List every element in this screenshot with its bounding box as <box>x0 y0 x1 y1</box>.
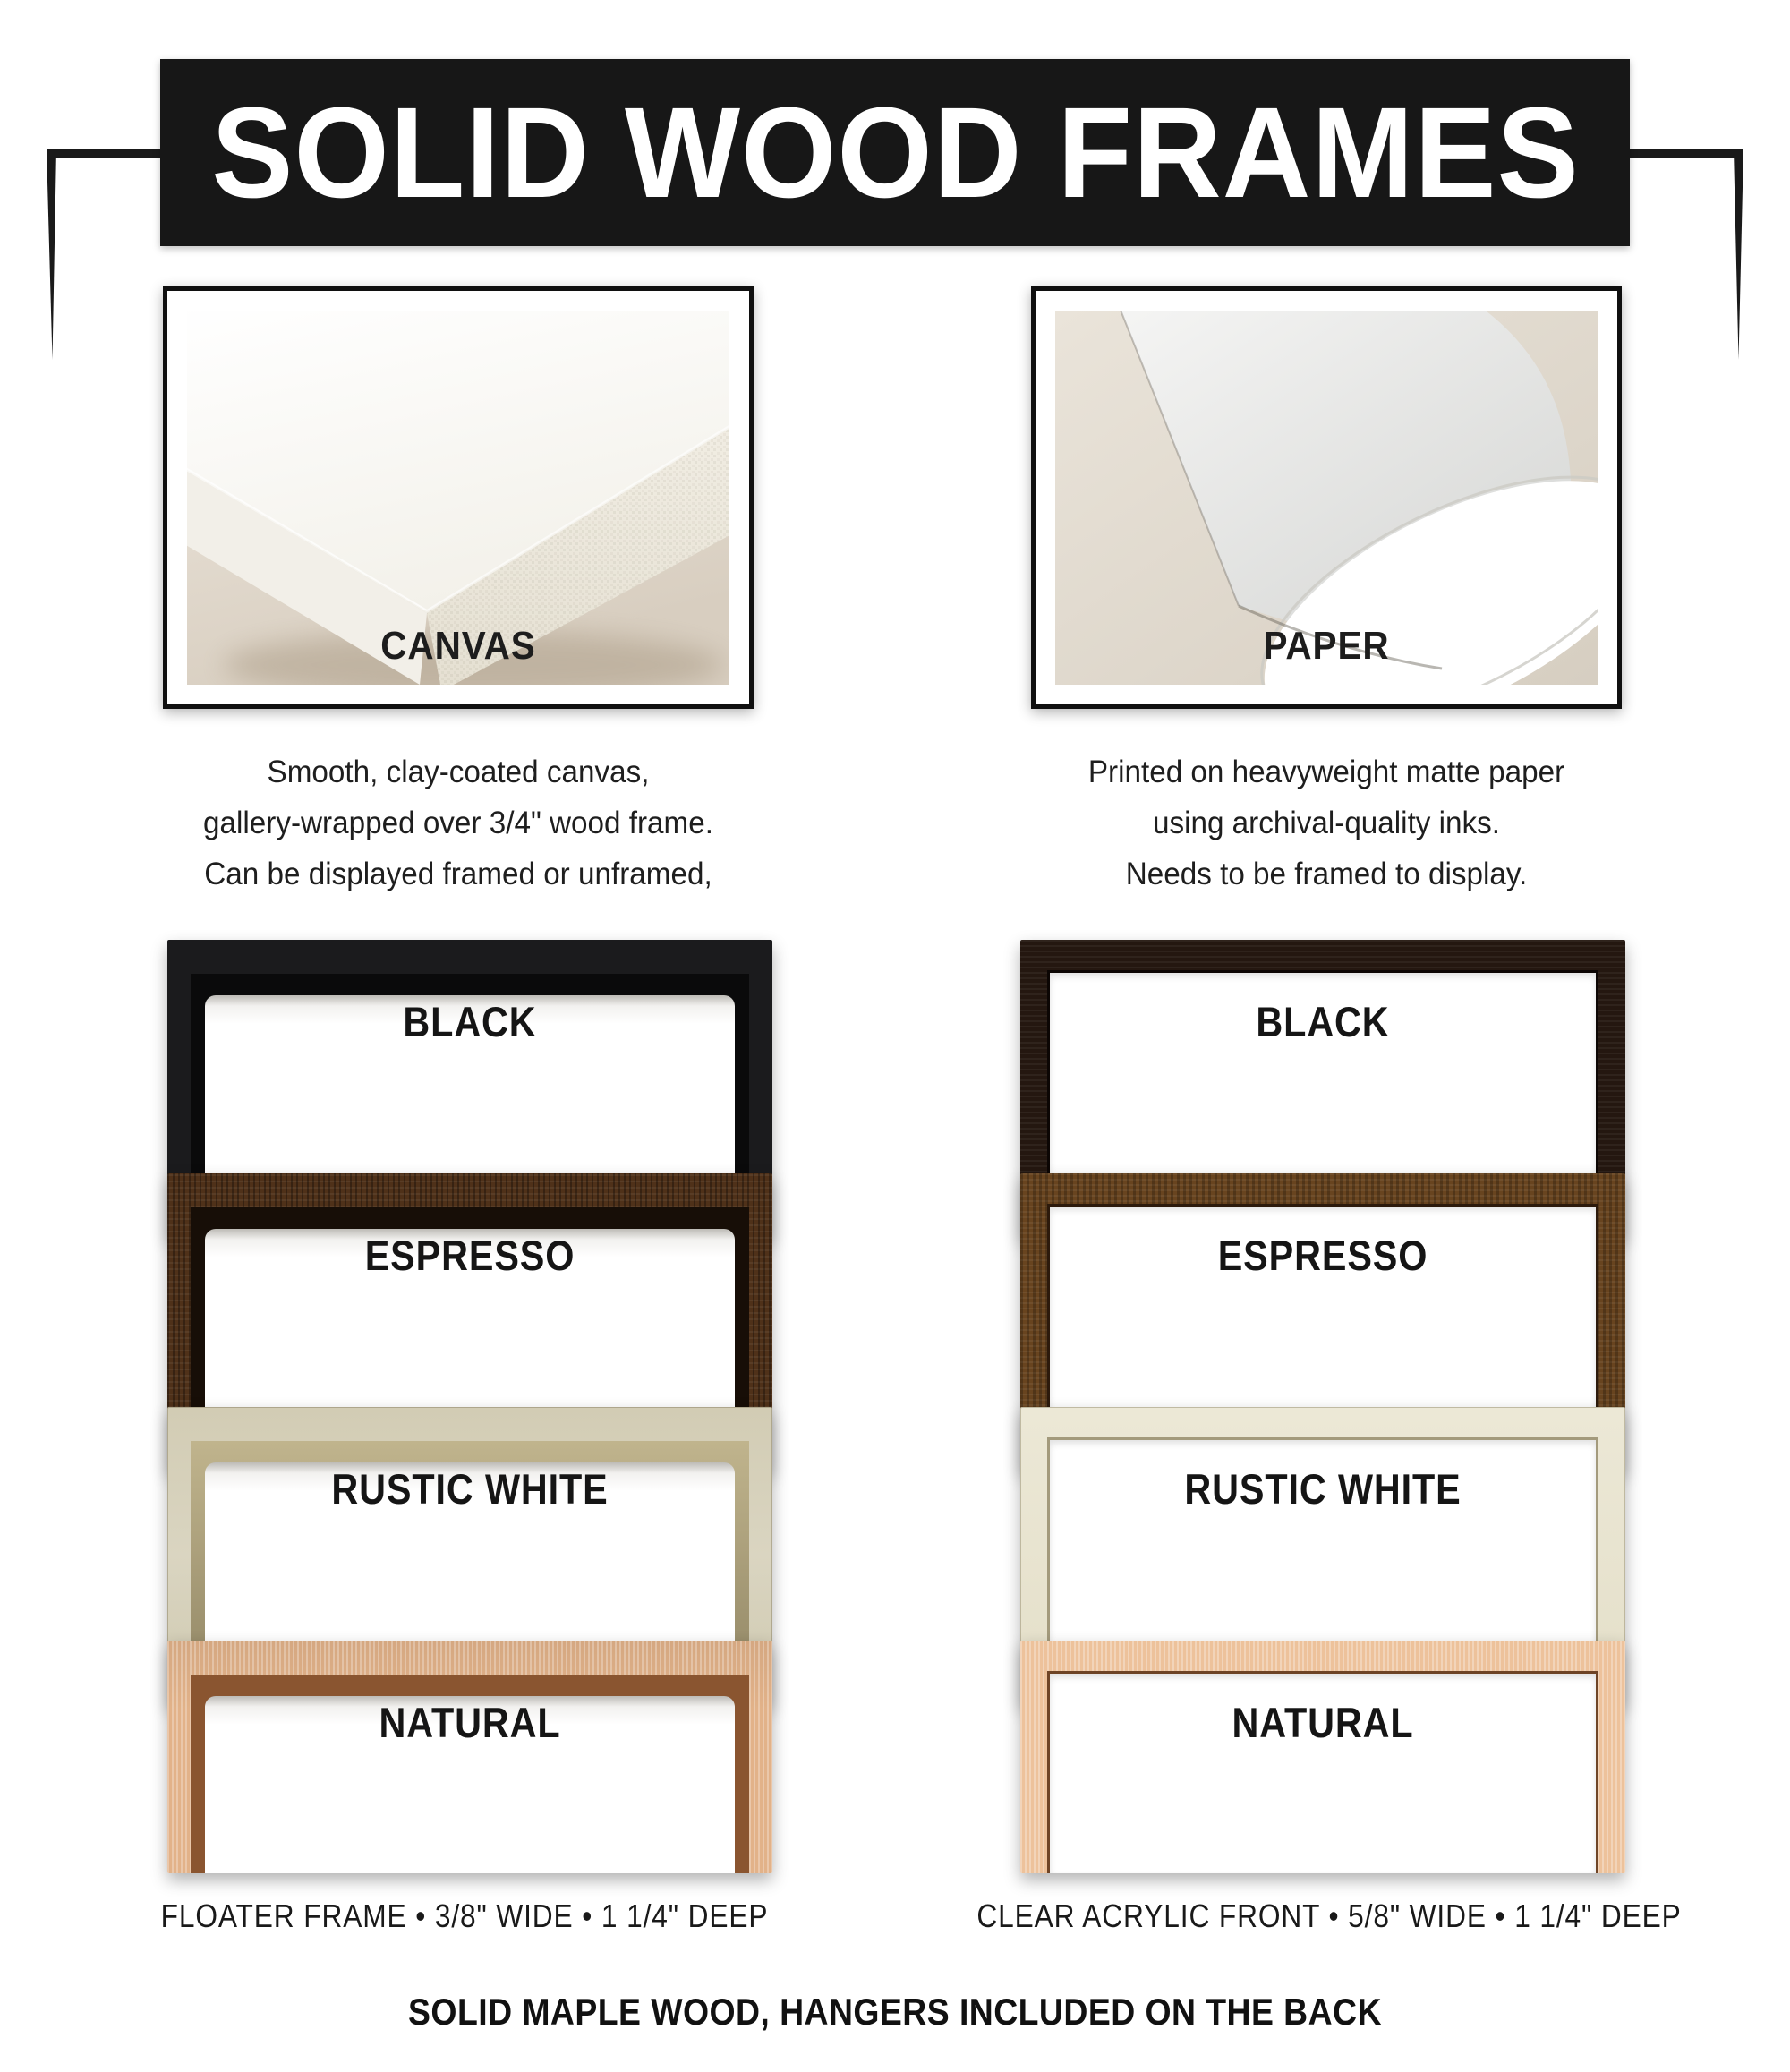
paper-description-line: using archival-quality inks. <box>1152 806 1501 840</box>
canvas-photo-box <box>163 286 754 709</box>
frame-label-rustic-white: RUSTIC WHITE <box>331 1465 609 1513</box>
canvas-photo <box>187 311 729 685</box>
paper-description <box>1029 746 1624 900</box>
footer-note: SOLID MAPLE WOOD, HANGERS INCLUDED ON THE BACK <box>408 1991 1382 2033</box>
bracket-right-horizontal <box>1627 149 1743 158</box>
paper-description-line: Needs to be framed to display. <box>1125 857 1528 891</box>
canvas-photo-label: CANVAS <box>380 624 536 668</box>
canvas-description-line: gallery-wrapped over 3/4" wood frame. <box>203 806 713 840</box>
bracket-left-horizontal <box>47 149 163 158</box>
paper-frame-natural <box>1020 1641 1625 1873</box>
header-banner <box>160 59 1630 246</box>
bracket-left-vertical <box>47 149 56 360</box>
paper-photo-box <box>1031 286 1622 709</box>
paper-spec-line: CLEAR ACRYLIC FRONT • 5/8" WIDE • 1 1/4" DEEP <box>976 1897 1682 1934</box>
bracket-right-vertical <box>1734 149 1743 360</box>
canvas-description-line: Can be displayed framed or unframed, <box>204 857 712 891</box>
canvas-frame-stack <box>167 940 772 1873</box>
canvas-frame-natural <box>167 1641 772 1873</box>
frame-label-black: BLACK <box>1256 998 1390 1045</box>
paper-photo-label: PAPER <box>1263 624 1390 668</box>
frame-label-black: BLACK <box>403 998 537 1045</box>
frame-label-espresso: ESPRESSO <box>1217 1232 1428 1279</box>
canvas-spec-line: FLOATER FRAME • 3/8" WIDE • 1 1/4" DEEP <box>160 1897 769 1934</box>
canvas-description <box>161 746 756 900</box>
canvas-description-line: Smooth, clay-coated canvas, <box>267 755 650 789</box>
frame-label-espresso: ESPRESSO <box>364 1232 575 1279</box>
paper-description-line: Printed on heavyweight matte paper <box>1087 755 1565 789</box>
frame-label-natural: NATURAL <box>379 1699 561 1746</box>
frame-label-natural: NATURAL <box>1232 1699 1414 1746</box>
frame-label-rustic-white: RUSTIC WHITE <box>1184 1465 1462 1513</box>
paper-photo <box>1055 311 1598 685</box>
page-title: SOLID WOOD FRAMES <box>210 80 1580 225</box>
paper-frame-stack <box>1020 940 1625 1873</box>
